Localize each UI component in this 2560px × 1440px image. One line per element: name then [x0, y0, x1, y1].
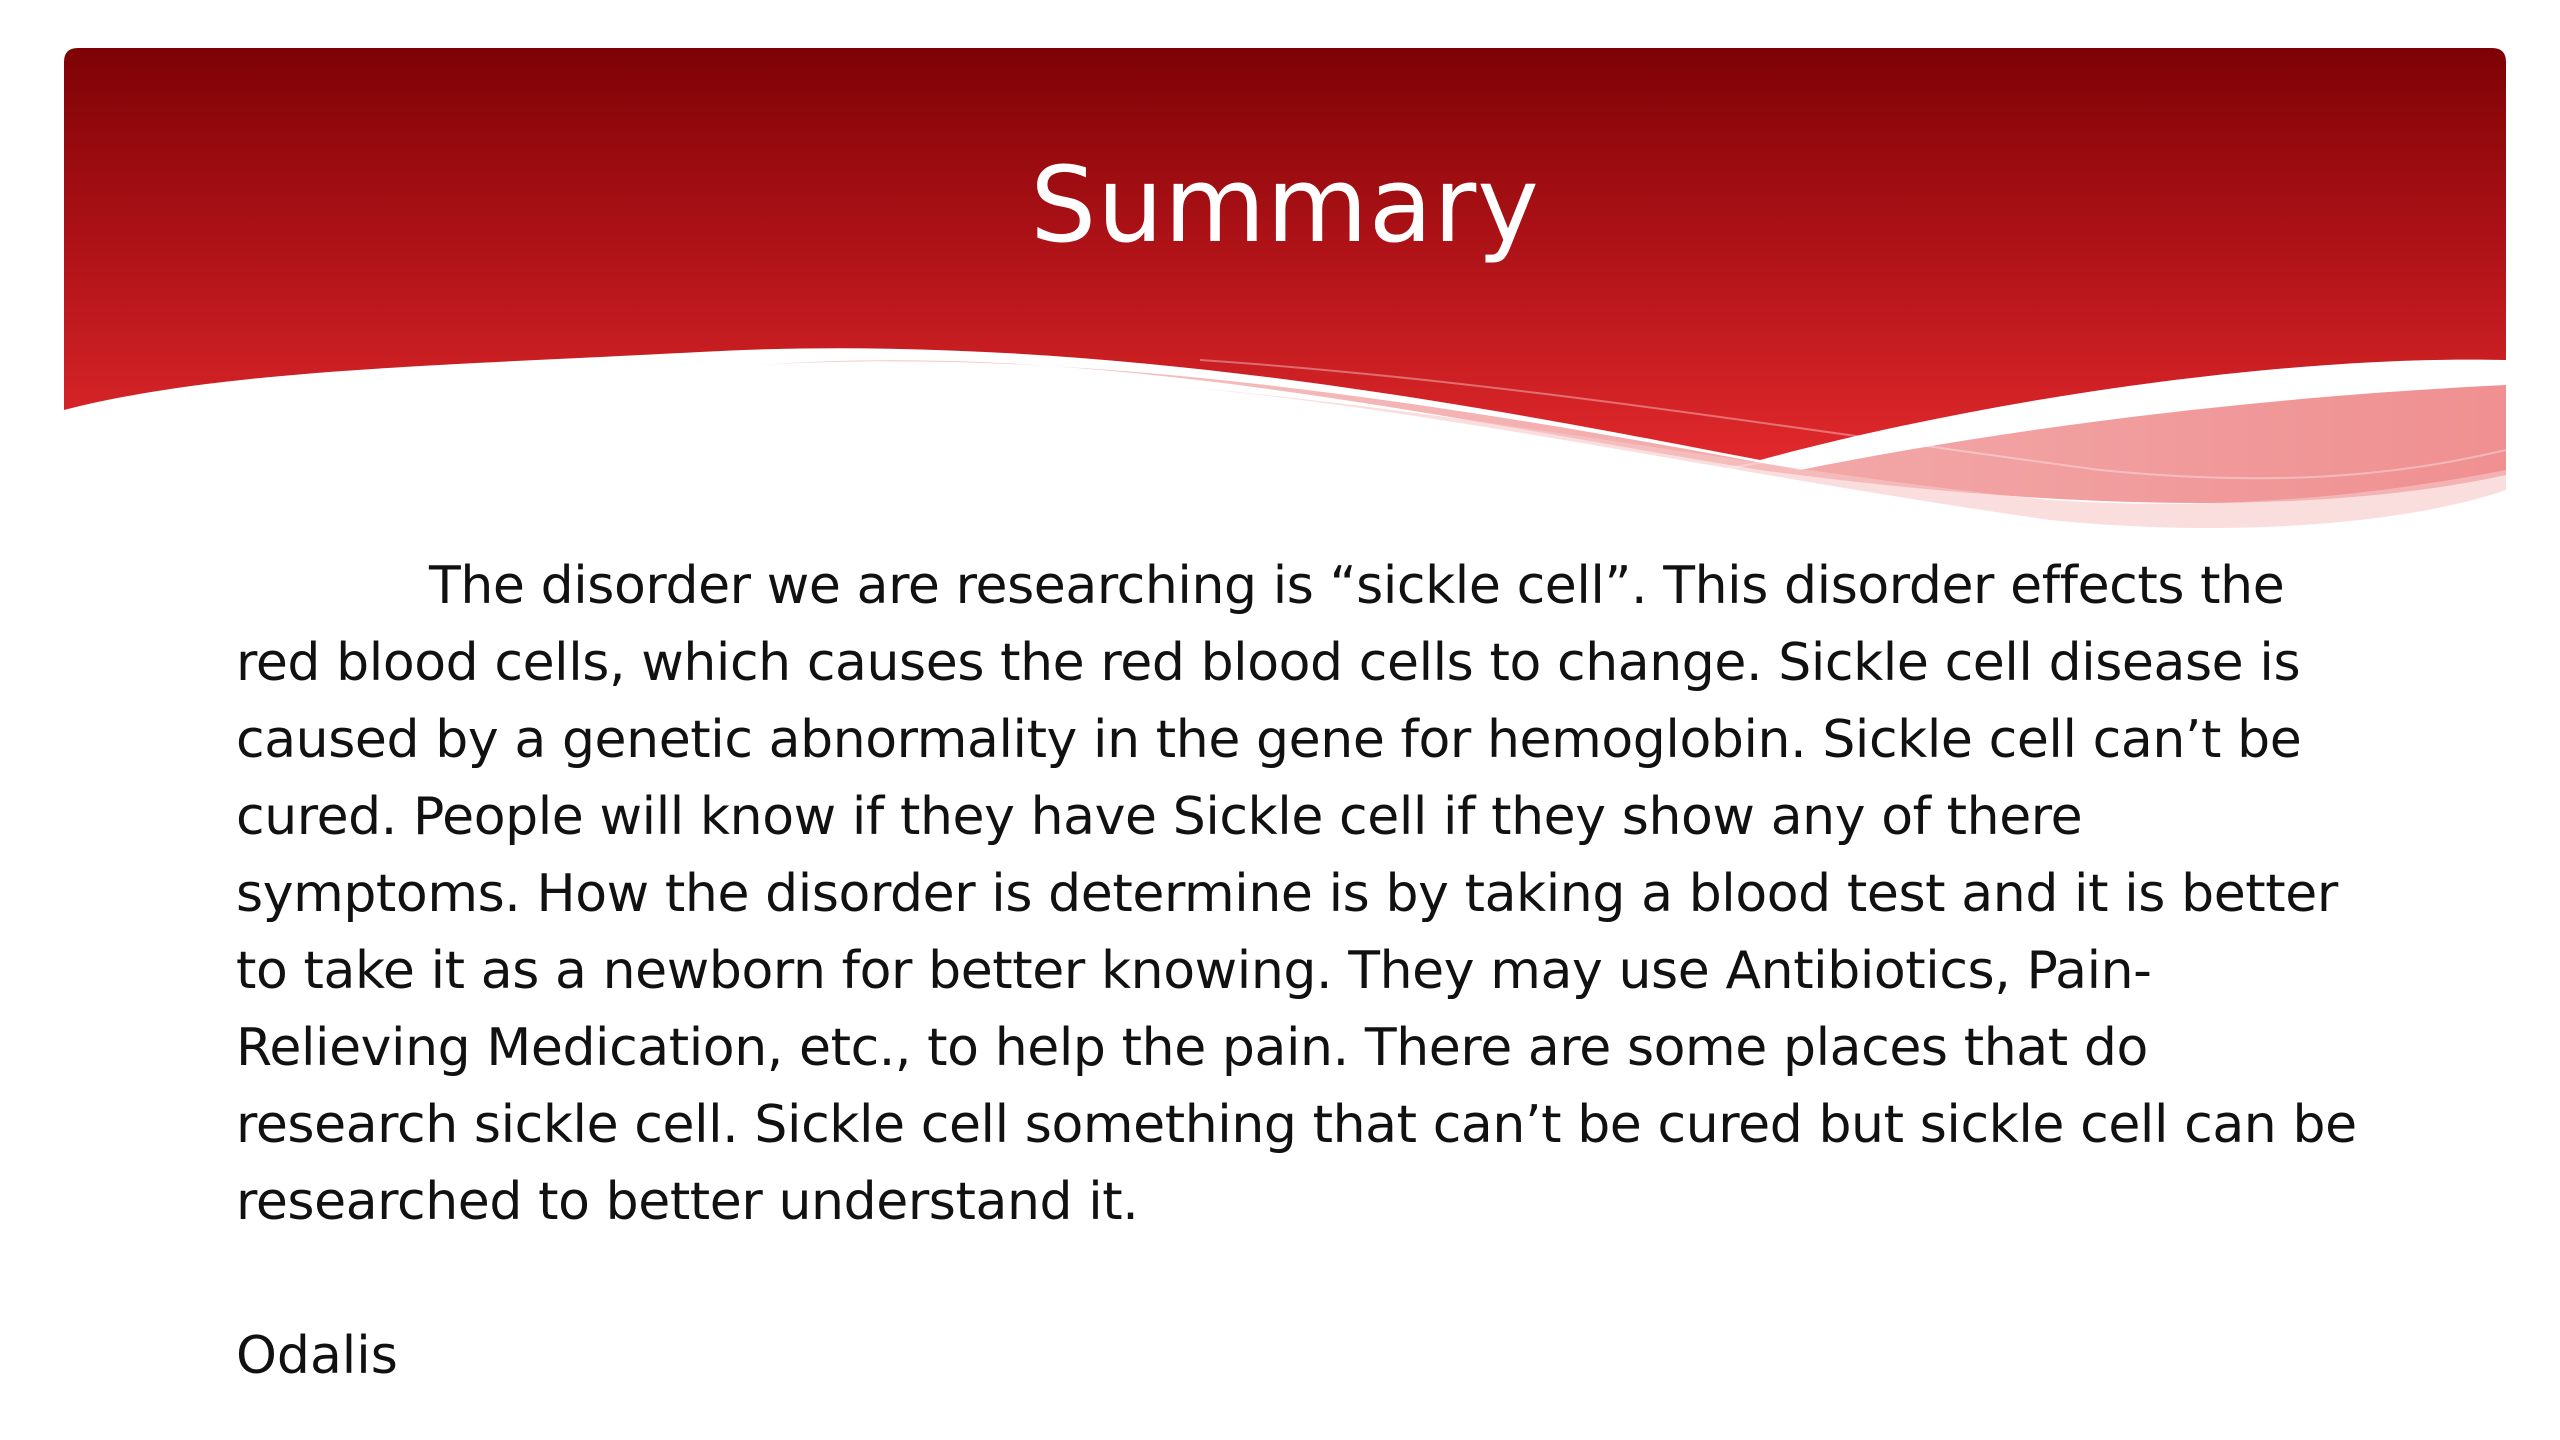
slide-title: Summary	[1030, 144, 1540, 266]
header-banner	[0, 0, 2560, 560]
author-name: Odalis	[236, 1326, 398, 1386]
slide-body	[236, 548, 2376, 1395]
summary-paragraph: The disorder we are researching is “sickle cell”. This disorder effects the red blood cells, which causes the red blood cells to change. Sickle cell disease is caused by a genetic abnormality in the gene for hemoglobin. Sickle cell can’t be cured. People will know if they have Sickle cell if they show any of there symptoms. How the disorder is determine is by taking a blood test and it is better to take it as a newborn for better knowing. They may use Antibiotics, Pain-Relieving Medication, etc., to help the pain. There are some places that do research sickle cell. Sickle cell something that can’t be cured but sickle cell can be researched to better understand it.	[236, 556, 2357, 1232]
